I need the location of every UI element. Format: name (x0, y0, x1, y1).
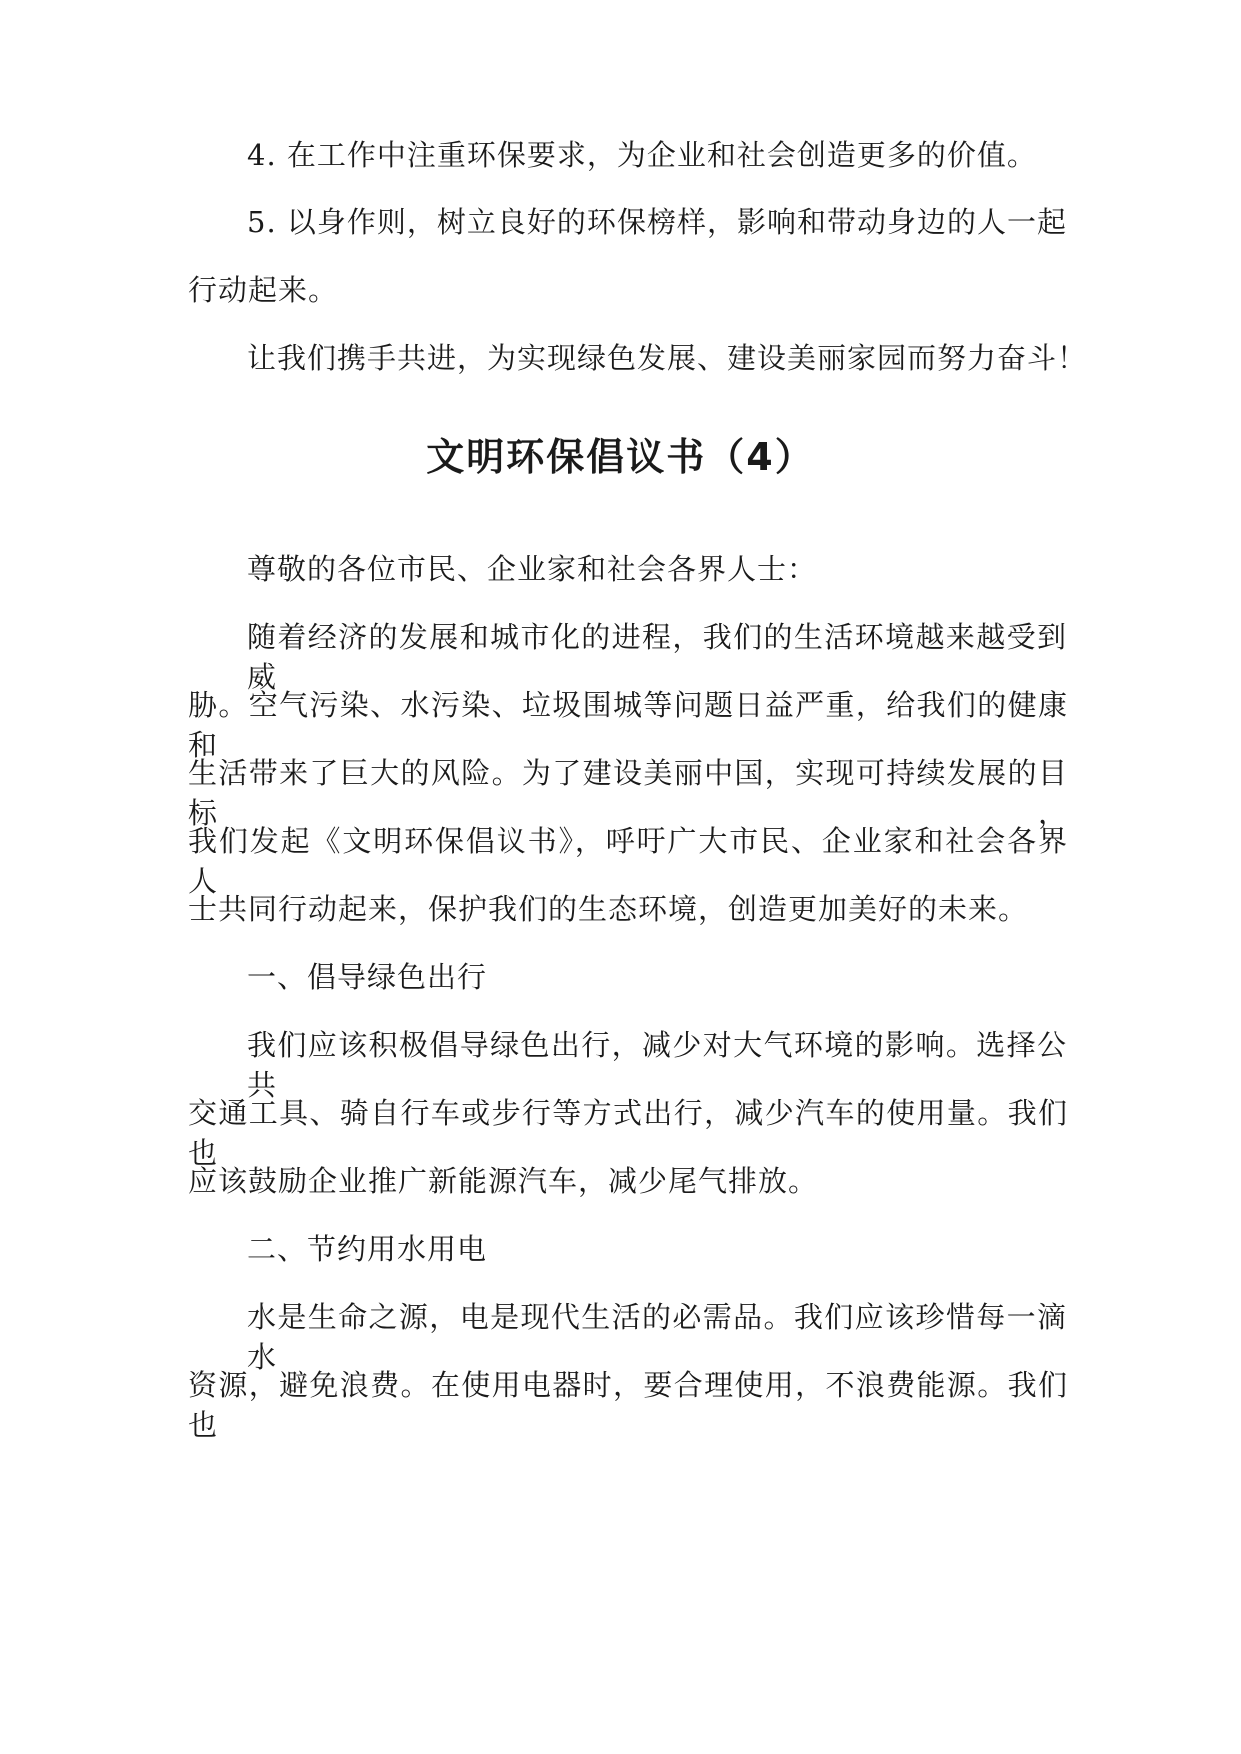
section-1-heading: 一、倡导绿色出行 (247, 960, 488, 994)
salutation: 尊敬的各位市民、企业家和社会各界人士： (247, 552, 818, 586)
section-2-line-2: 资源，避免浪费。在使用电器时，要合理使用，不浪费能源。我们也 (188, 1368, 1068, 1442)
section-2-heading: 二、节约用水用电 (247, 1232, 488, 1266)
list-item-4: 4. 在工作中注重环保要求，为企业和社会创造更多的价值。 (247, 138, 1037, 172)
intro-line-5: 士共同行动起来，保护我们的生态环境，创造更加美好的未来。 (188, 892, 1029, 926)
closing-paragraph: 让我们携手共进，为实现绿色发展、建设美丽家园而努力奋斗！ (247, 341, 1088, 375)
intro-line-1: 随着经济的发展和城市化的进程，我们的生活环境越来越受到威 (247, 620, 1067, 694)
intro-line-3: 生活带来了巨大的风险。为了建设美丽中国，实现可持续发展的目标， (188, 756, 1068, 830)
list-item-5-line-1: 5. 以身作则，树立良好的环保榜样，影响和带动身边的人一起 (247, 205, 1067, 239)
list-item-5-line-2: 行动起来。 (188, 273, 339, 307)
intro-line-2: 胁。空气污染、水污染、垃圾围城等问题日益严重，给我们的健康和 (188, 688, 1068, 762)
section-1-line-2: 交通工具、骑自行车或步行等方式出行，减少汽车的使用量。我们也 (188, 1096, 1068, 1170)
intro-line-4: 我们发起《文明环保倡议书》，呼吁广大市民、企业家和社会各界人 (188, 824, 1068, 898)
document-title: 文明环保倡议书（4） (426, 435, 815, 479)
section-1-line-1: 我们应该积极倡导绿色出行，减少对大气环境的影响。选择公共 (247, 1028, 1067, 1102)
section-2-line-1: 水是生命之源，电是现代生活的必需品。我们应该珍惜每一滴水 (247, 1300, 1067, 1374)
section-1-line-3: 应该鼓励企业推广新能源汽车，减少尾气排放。 (188, 1164, 819, 1198)
